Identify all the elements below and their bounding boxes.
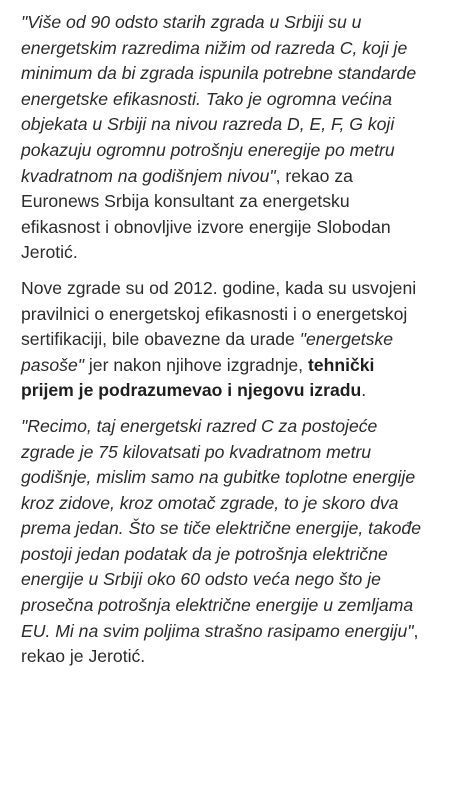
highlighted-text: tehnički prijem je podrazumevao i njegovu izradu bbox=[21, 354, 375, 401]
paragraph-quote-old-buildings bbox=[21, 10, 428, 266]
energy-passports-text: "energetske pasoše" bbox=[21, 329, 394, 375]
paragraph-quote-energy-class bbox=[21, 414, 428, 670]
body-text: . bbox=[361, 380, 367, 401]
quote-text: "Recimo, taj energetski razred C za postojeće zgrade je 75 kilovatsati po kvadratnom metru godišnje, mislim samo na gubitke toplotne energije kroz zidove, kroz omotač zgrade, to je skoro dva prema jedan. Što se tiče električne energije, takođe postoji jedan podatak da je potrošnja električne energije u Srbiji oko 60 odsto veća nego što je prosečna potrošnja električne energije u zemljama EU. Mi na svim poljima strašno rasipamo energiju" bbox=[21, 415, 422, 641]
body-text: jer nakon njihove izgradnje, bbox=[83, 354, 308, 375]
paragraph-new-buildings bbox=[21, 276, 428, 404]
attribution-text: , rekao za Euronews Srbija konsultant za energetsku efikasnost i obnovljive izvore energije Slobodan Jerotić. bbox=[21, 165, 391, 263]
quote-text: "Više od 90 odsto starih zgrada u Srbiji su u energetskim razredima nižim od razreda C, koji je minimum da bi zgrada ispunila potrebne standarde energetske efikasnosti. Tako je ogromna većina objekata u Srbiji na nivou razreda D, E, F, G koji pokazuju ogromnu potrošnju eneregije po metru kvadratnom na godišnjem nivou" bbox=[21, 12, 417, 186]
body-text: Nove zgrade su od 2012. godine, kada su usvojeni pravilnici o energetskoj efikasnosti i o energetskoj sertifikaciji, bile obavezne da urade bbox=[21, 277, 417, 350]
attribution-text: , rekao je Jerotić. bbox=[21, 620, 419, 667]
